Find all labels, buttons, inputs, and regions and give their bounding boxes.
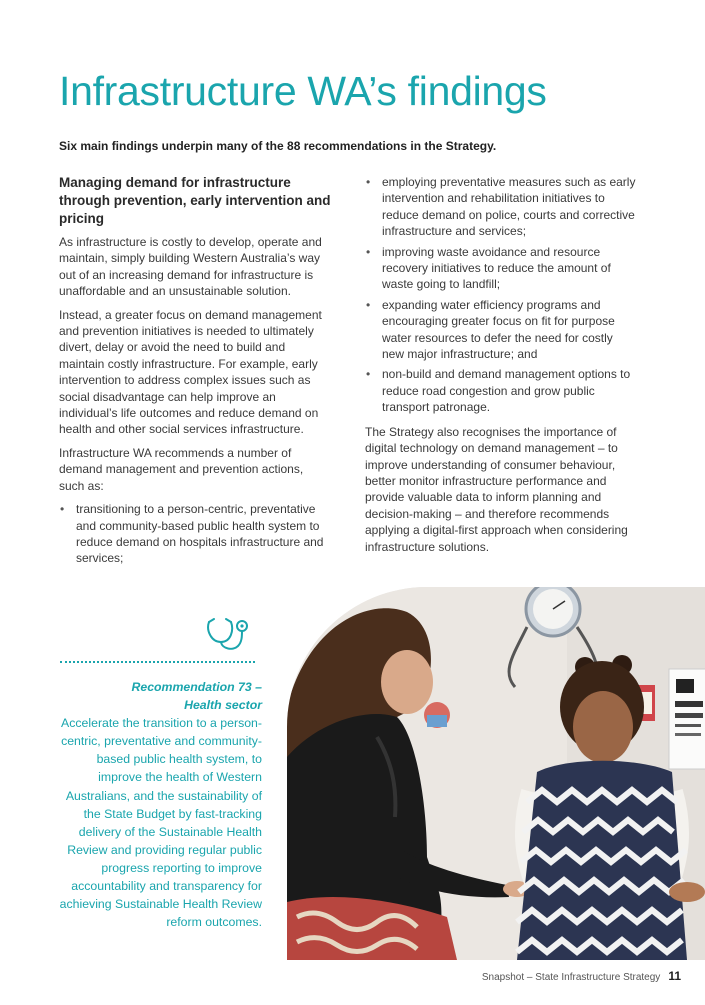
bullet-item: • employing preventative measures such as early intervention and rehabilitation initiatives to reduce demand on police, courts and corrective infrastructure and services;: [365, 174, 637, 240]
footer-text: Snapshot – State Infrastructure Strategy: [481, 972, 661, 983]
recommendation-subtitle: Health sector: [184, 698, 262, 713]
recommendation-box: [59, 678, 262, 931]
bullet-list: [365, 174, 637, 416]
page-title: Infrastructure WA’s findings: [59, 68, 547, 114]
right-column: [365, 174, 637, 562]
paragraph: Instead, a greater focus on demand management and prevention initiatives is needed to ultimately divert, delay or avoid the need to build and maintain costly infrastructure. For example, early intervention to address complex issues such as social disadvantage can help improve an individual’s life outcomes and reduce demand on health and other social services infrastructure.: [59, 307, 322, 437]
divider-dots: [60, 661, 255, 663]
bullet-item: • transitioning to a person-centric, preventative and community-based public health system to reduce demand on hospitals infrastructure and services;: [59, 501, 331, 567]
closing-paragraph: The Strategy also recognises the importance of digital technology on demand management – to improve understanding of consumer behaviour, better monitor infrastructure performance and provide valuable data to inform planning and decision-making – and therefore recommends applying a digital-first approach when considering infrastructure solutions.: [365, 424, 628, 554]
recommendation-body: Accelerate the transition to a person-centric, preventative and community-based public health system, to improve the health of Western Australians, and the sustainability of the State Budget by fast-tracking delivery of the Sustainable Health Review and providing regular public progress reporting to improve accountability and transparency for achieving Sustainable Health Review reform outcomes.: [59, 716, 262, 930]
recommendation-title: Recommendation 73 –: [131, 680, 262, 694]
bullet-item: • expanding water efficiency programs and encouraging greater focus on fit for purpose water resources to defer the need for costly new major infrastructure; and: [365, 297, 637, 363]
paragraph: Infrastructure WA recommends a number of demand management and prevention actions, such as:: [59, 445, 304, 493]
photo-doctor-child: [287, 587, 705, 960]
intro-text: Six main findings underpin many of the 88 recommendations in the Strategy.: [59, 139, 497, 153]
bullet-item: • improving waste avoidance and resource recovery initiatives to reduce the amount of waste going to landfill;: [365, 244, 637, 293]
section-heading: Managing demand for infrastructure through prevention, early intervention and pricing: [59, 175, 331, 226]
bullet-item: • non-build and demand management options to reduce road congestion and grow public transport patronage.: [365, 366, 637, 415]
page-number: 11: [668, 969, 681, 983]
stethoscope-icon: [205, 612, 257, 652]
bullet-list: [59, 501, 331, 567]
left-column: [59, 174, 331, 571]
footer: [482, 969, 681, 983]
paragraph: As infrastructure is costly to develop, operate and maintain, simply building Western Australia’s way out of an increasing demand for infrastructure is unaffordable and an unsustainable solution.: [59, 235, 322, 299]
